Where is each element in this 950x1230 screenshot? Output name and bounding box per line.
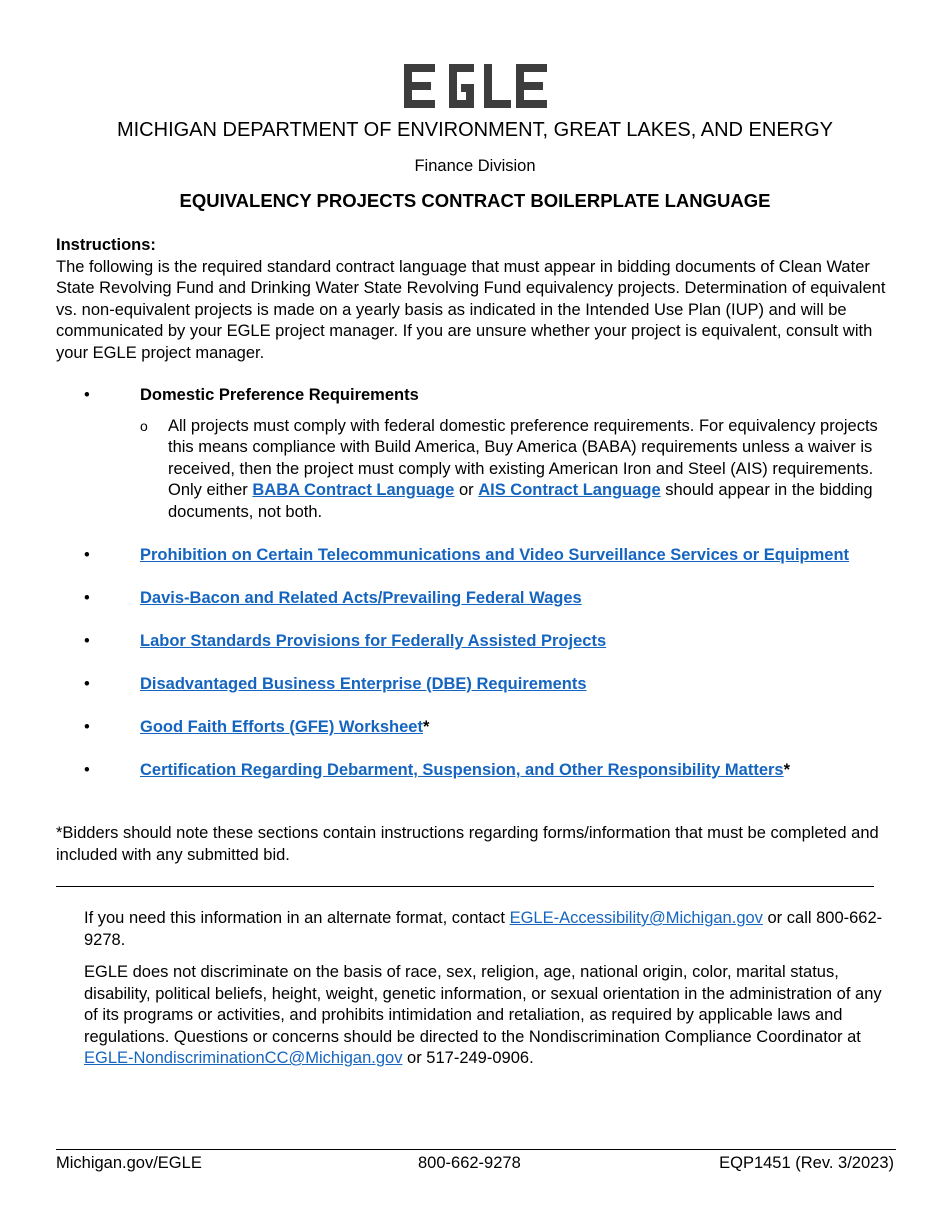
instructions-text: The following is the required standard contract language that must appear in bidding documents of Clean Water State Revolving Fund and Drinking Water State Revolving Fund equivalency projects. Determination of equivalent vs. non-equivalent projects is made on a yearly basis as indicated in the Intended Use Plan (IUP) and will be communicated by your EGLE project manager. If you are unsure whether your project is equivalent, consult with your EGLE project manager. — [56, 257, 886, 362]
labor-standards-link[interactable]: Labor Standards Provisions for Federally Assisted Projects — [140, 632, 607, 650]
dbe-requirements-link[interactable]: Disadvantaged Business Enterprise (DBE) Requirements — [140, 675, 587, 693]
footer-phone: 800-662-9278 — [418, 1154, 521, 1172]
domestic-preference-heading: Domestic Preference Requirements — [140, 386, 419, 404]
list-item — [56, 631, 906, 653]
asterisk-mark: * — [783, 761, 791, 779]
baba-contract-language-link[interactable]: BABA Contract Language — [252, 481, 455, 499]
requirements-list — [56, 385, 906, 803]
bullet-marker: • — [84, 386, 90, 404]
gfe-worksheet-link[interactable]: Good Faith Efforts (GFE) Worksheet — [140, 718, 423, 736]
division-name: Finance Division — [414, 157, 536, 175]
davis-bacon-link[interactable]: Davis-Bacon and Related Acts/Prevailing Federal Wages — [140, 589, 582, 607]
agency-name: MICHIGAN DEPARTMENT OF ENVIRONMENT, GREAT LAKES, AND ENERGY — [116, 119, 834, 141]
list-item — [56, 588, 906, 610]
bidders-note: *Bidders should note these sections contain instructions regarding forms/information that must be completed and included with any submitted bid. — [56, 824, 879, 864]
accessibility-notice: If you need this information in an alternate format, contact EGLE-Accessibility@Michigan.gov or call 800-662-9278. — [84, 909, 883, 949]
domestic-preference-detail: o All projects must comply with federal domestic preference requirements. For equivalency projects this means compliance with Build America, Buy America (BABA) requirements unless a waiver is received, then the project must comply with existing American Iron and Steel (AIS) requirements. Only either BABA Contract Language or AIS Contract Language should appear in the bidding documents, not both. — [140, 416, 878, 521]
list-item — [56, 545, 906, 567]
bullet-marker: • — [84, 761, 90, 779]
section-divider — [56, 886, 874, 887]
nondiscrimination-email-link[interactable]: EGLE-NondiscriminationCC@Michigan.gov — [84, 1049, 403, 1067]
bullet-marker: • — [84, 589, 90, 607]
nondiscrimination-notice: EGLE does not discriminate on the basis of race, sex, religion, age, national origin, color, marital status, disability, political beliefs, height, weight, genetic information, or sexual orientation in the administration of any of its programs or activities, and prohibits intimidation and retaliation, as required by applicable laws and regulations. Questions or concerns should be directed to the Nondiscrimination Compliance Coordinator at EGLE-NondiscriminationCC@Michigan.gov or 517-249-0906. — [84, 963, 882, 1067]
footer-form-id: EQP1451 (Rev. 3/2023) — [719, 1154, 894, 1172]
debarment-certification-link[interactable]: Certification Regarding Debarment, Suspension, and Other Responsibility Matters — [140, 761, 784, 779]
instructions-label: Instructions: — [56, 236, 156, 254]
list-item — [56, 385, 906, 523]
bullet-marker: • — [84, 675, 90, 693]
asterisk-mark: * — [422, 718, 430, 736]
egle-logo — [404, 64, 547, 108]
list-item — [56, 717, 906, 739]
telecom-prohibition-link[interactable]: Prohibition on Certain Telecommunications and Video Surveillance Services or Equipment — [140, 546, 850, 564]
bullet-marker: • — [84, 632, 90, 650]
instructions-section — [56, 235, 906, 364]
document-title: EQUIVALENCY PROJECTS CONTRACT BOILERPLATE LANGUAGE — [179, 190, 771, 211]
footer-website: Michigan.gov/EGLE — [56, 1154, 202, 1172]
list-item — [56, 760, 906, 782]
footer-divider — [56, 1149, 896, 1150]
bullet-marker: • — [84, 546, 90, 564]
bullet-marker: • — [84, 718, 90, 736]
accessibility-email-link[interactable]: EGLE-Accessibility@Michigan.gov — [509, 909, 763, 927]
sub-bullet-marker: o — [140, 417, 148, 434]
ais-contract-language-link[interactable]: AIS Contract Language — [478, 481, 661, 499]
list-item — [56, 674, 906, 696]
